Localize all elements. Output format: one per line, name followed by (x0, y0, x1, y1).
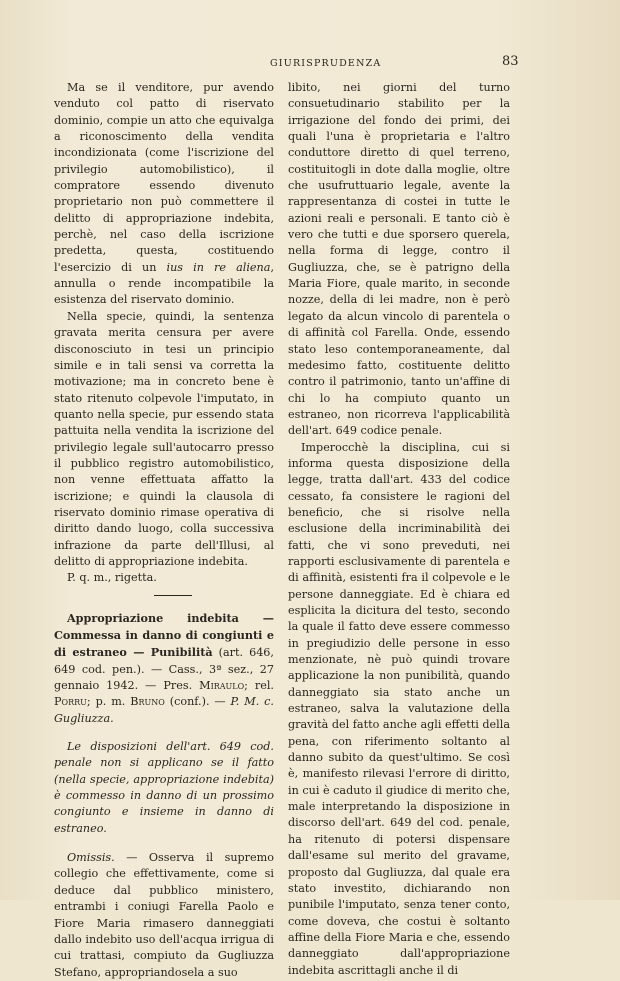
label: ; p. m. (86, 695, 131, 709)
right-column (288, 80, 510, 979)
label: (conf.). — (164, 695, 231, 709)
paragraph-text: — Osserva il supremo collegio che effettivamente, come si deduce dal pubblico ministero, entrambi i coniugi Farella Paolo e Fiore Maria rimasero danneggiati dallo indebito uso dell'acqua irrigua di cui trattasi, compiuto da Gugliuzza Stefano, appropriandosela a suo (54, 851, 274, 979)
paragraph: libito, nei giorni del turno consuetudinario stabilito per la irrigazione del fondo dei primi, dei quali l'una è proprietaria e l'altro conduttore diretto di quel terreno, costituitogli in dote dalla moglie, oltre che usufruttuario legale, avente la rappresentanza di costei in tutte le azioni reali e personali. E tanto ciò è vero che tutti e due sporsero querela, nella forma di legge, contro il Gugliuzza, che, se è patrigno della Maria Fiore, quale marito, in seconde nozze, della di lei madre, non è però legato da alcun vincolo di parentela o di affinità col Farella. Onde, essendo stato leso contemporaneamente, dal medesimo fatto, costituente delitto contro il patrimonio, tanto un'affine di chi lo ha compiuto quanto un estraneo, non ricorreva l'applicabilità dell'art. 649 codice penale. (288, 81, 510, 438)
case-heading (54, 610, 274, 727)
prosecutor-name: Bruno (130, 695, 165, 709)
case-parties: P. M. c. Gugliuzza. (54, 695, 274, 725)
latin-phrase: ius in re aliena (166, 260, 271, 274)
legal-maxim: Le disposizioni dell'art. 649 cod. penale non si applicano se il fatto (nella specie, appropriazione indebita) è commesso in danno di un prossimo congiunto e insieme in danno di estraneo. (54, 740, 274, 835)
paragraph (54, 80, 274, 309)
paragraph: Imperocchè la disciplina, cui si informa questa disposizione della legge, tratta dall'art. 433 del codice cessato, fa consistere le ragioni del beneficio, che si risolve nella esclusione della incriminabilità dei fatti, che vi sono preveduti, nei rapporti esclusivamente di parentela e di affinità, esistenti fra il colpevole e le persone danneggiate. Ed è chiara ed esplicita la dicitura del testo, secondo la quale il fatto deve essere commesso in pregiudizio delle persone in esso menzionate, nè può quindi trovare applicazione la non punibilità, quando danneggiato sia stato anche un estraneo, salva la valutazione della gravità del fatto anche agli effetti della pena, con riferimento soltanto al danno subito da quest'ultimo. Se così è, manifesto rilevasi l'errore di diritto, in cui è caduto il giudice di merito che, male interpretando la disposizione in discorso dell'art. 649 del cod. penale, ha ritenuto di potersi dispensare dall'esame sul merito del gravame, proposto dal Gugliuzza, dal quale era stato investito, dichiarando non punibile l'imputato, senza tener conto, come doveva, che costui è soltanto affine della Fiore Maria e che, essendo danneggiato dall'appropriazione indebita ascrittagli anche il di (288, 440, 510, 977)
left-column (54, 80, 274, 981)
case-reference: (art. 646, 649 cod. pen.). — Cass., 3ª sez., 27 gennaio 1942. — Pres. (54, 646, 274, 693)
omissis-label: Omissis. (67, 851, 115, 865)
label: ; rel. (244, 679, 274, 693)
ruling: P. q. m., rigetta. (67, 571, 157, 585)
page-number: 83 (502, 54, 519, 69)
rapporteur-name: Porru (54, 695, 87, 709)
case-subject: Appropriazione indebita — Commessa in danno di congiunti e di estraneo — Punibilità (54, 610, 274, 660)
president-name: Miraulo (199, 679, 245, 693)
paragraph-text: , annulla o rende incompatibile la esistenza del riservato dominio. (54, 260, 274, 307)
section-divider (154, 595, 192, 596)
paragraph (54, 850, 274, 981)
paragraph-text: Ma se il venditore, pur avendo venduto col patto di riservato dominio, compie un atto che equivalga a riconoscimento della vendita incondizionata (come l'iscrizione del privilegio automobilistico), il compratore essendo divenuto proprietario non può commettere il delitto di appropriazione indebita, perchè, nel caso della iscrizione predetta, questa, costituendo l'esercizio di un (54, 81, 274, 274)
paragraph: Nella specie, quindi, la sentenza gravata merita censura per avere disconosciuto in tesi un principio simile e in tali sensi va corretta la motivazione; ma in concreto bene è stato ritenuto colpevole l'imputato, in quanto nella specie, pur essendo stata pattuita nella vendita la iscrizione del privilegio legale sull'autocarro presso il pubblico registro automobilistico, non venne effettuata affatto la iscrizione; e quindi la clausola di riservato dominio rimase operativa di diritto dando luogo, colla successiva infrazione da parte dell'Illusi, al delitto di appropriazione indebita. (54, 309, 274, 568)
running-title: GIURISPRUDENZA (270, 58, 382, 69)
